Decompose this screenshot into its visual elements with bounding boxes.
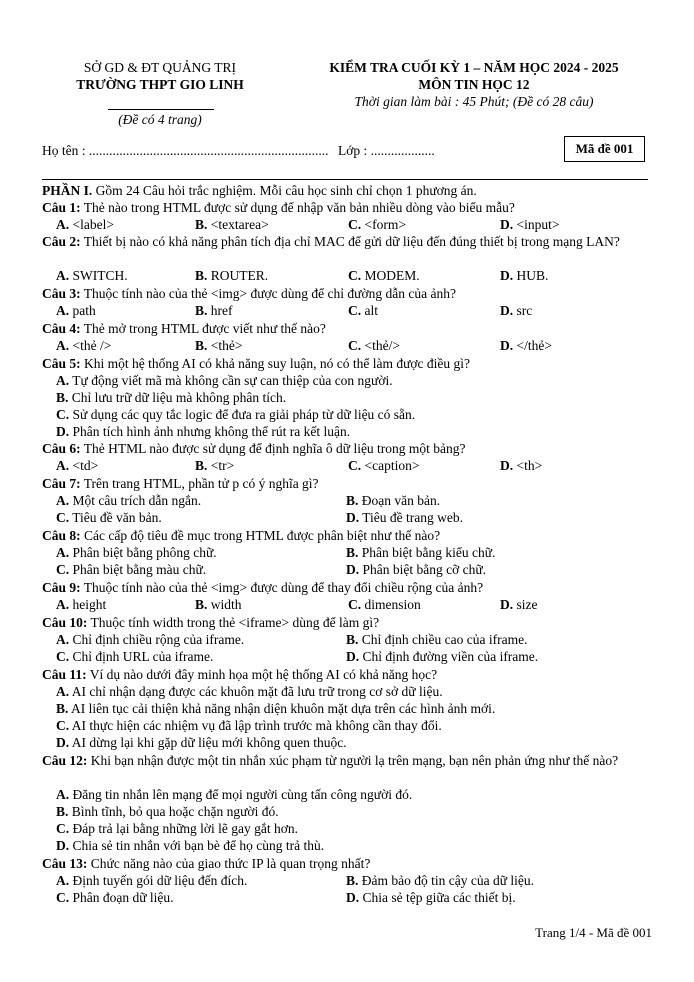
option-text: <form>	[361, 217, 406, 232]
option-letter: B.	[346, 632, 359, 647]
option-text: <td>	[69, 458, 99, 473]
question-13	[42, 856, 370, 872]
question-text: Thuộc tính width trong thẻ <iframe> dùng để làm gì?	[87, 615, 380, 630]
option-7c	[56, 510, 162, 526]
option-letter: B.	[56, 390, 69, 405]
option-8b	[346, 545, 495, 561]
option-letter: D.	[500, 338, 514, 353]
option-letter: D.	[56, 735, 70, 750]
option-letter: C.	[56, 718, 70, 733]
option-text: AI chỉ nhận dạng được các khuôn mặt đã lưu trữ trong cơ sở dữ liệu.	[69, 684, 443, 699]
question-text: Thuộc tính nào của thẻ <img> được dùng để chỉ đường dẫn của ảnh?	[80, 286, 456, 301]
option-text: Đảm bảo độ tin cậy của dữ liệu.	[358, 873, 535, 888]
part1-label: PHẦN I.	[42, 183, 93, 198]
option-1d	[500, 217, 559, 233]
option-text: Chia sẻ tệp giữa các thiết bị.	[359, 890, 516, 905]
name-field: Họ tên : .......................................................................	[42, 143, 329, 158]
option-text: Phân tích hình ảnh nhưng không thể rút ra kết luận.	[69, 424, 351, 439]
option-text: Phân đoạn dữ liệu.	[69, 890, 174, 905]
option-3a	[56, 303, 96, 319]
option-text: Tiêu đề văn bản.	[69, 510, 162, 525]
option-text: Bình tĩnh, bỏ qua hoặc chặn người đó.	[68, 804, 279, 819]
option-6c	[348, 458, 419, 474]
option-10b	[346, 632, 527, 648]
option-3c	[348, 303, 378, 319]
option-1c	[348, 217, 406, 233]
question-5	[42, 356, 470, 372]
question-text: Ví dụ nào dưới đây minh họa một hệ thống AI có khả năng học?	[86, 667, 438, 682]
option-text: Đáp trả lại bằng những lời lẽ gay gắt hơn.	[69, 821, 299, 836]
option-text: AI thực hiện các nhiệm vụ đã lập trình trước mà không cần thay đổi.	[69, 718, 442, 733]
option-text: Chỉ định URL của iframe.	[69, 649, 214, 664]
subject-title: MÔN TIN HỌC 12	[418, 77, 530, 92]
option-letter: B.	[56, 701, 69, 716]
option-letter: D.	[346, 649, 360, 664]
question-text: Chức năng nào của giao thức IP là quan trọng nhất?	[87, 856, 371, 871]
option-text: Phân biệt bằng cỡ chữ.	[359, 562, 487, 577]
option-5a	[56, 373, 393, 389]
option-text: href	[207, 303, 233, 318]
option-11c	[56, 718, 442, 734]
option-12b	[56, 804, 279, 820]
option-text: SWITCH.	[69, 268, 128, 283]
time-note: Thời gian làm bài : 45 Phút; (Đề có 28 câu)	[354, 94, 594, 109]
option-3d	[500, 303, 532, 319]
question-label: Câu 1:	[42, 200, 81, 215]
option-letter: B.	[195, 458, 208, 473]
option-letter: D.	[346, 562, 360, 577]
option-letter: C.	[56, 510, 70, 525]
option-text: Đoạn văn bản.	[358, 493, 441, 508]
question-6	[42, 441, 466, 457]
option-text: <thẻ />	[69, 338, 112, 353]
option-text: MODEM.	[361, 268, 420, 283]
option-text: </thẻ>	[513, 338, 552, 353]
option-text: Tiêu đề trang web.	[359, 510, 463, 525]
option-letter: B.	[346, 493, 359, 508]
option-letter: A.	[56, 303, 70, 318]
option-4c	[348, 338, 400, 354]
option-letter: A.	[56, 338, 70, 353]
option-letter: C.	[348, 303, 362, 318]
option-letter: C.	[348, 217, 362, 232]
option-12c	[56, 821, 298, 837]
option-letter: D.	[346, 510, 360, 525]
option-text: Chia sẻ tin nhắn với bạn bè để họ cùng trả thù.	[69, 838, 325, 853]
option-5d	[56, 424, 350, 440]
option-letter: A.	[56, 268, 70, 283]
option-letter: D.	[500, 268, 514, 283]
option-text: height	[69, 597, 107, 612]
option-letter: B.	[195, 303, 208, 318]
option-text: dimension	[361, 597, 421, 612]
question-label: Câu 8:	[42, 528, 81, 543]
option-7a	[56, 493, 201, 509]
option-text: alt	[361, 303, 378, 318]
question-text: Thẻ mở trong HTML được viết như thế nào?	[80, 321, 326, 336]
option-text: Một câu trích dẫn ngắn.	[69, 493, 202, 508]
option-4b	[195, 338, 243, 354]
option-letter: A.	[56, 545, 70, 560]
question-9	[42, 580, 483, 596]
option-letter: A.	[56, 458, 70, 473]
option-letter: C.	[56, 407, 70, 422]
question-2	[42, 234, 652, 250]
option-5b	[56, 390, 286, 406]
option-2b	[195, 268, 268, 284]
part1-heading	[42, 183, 477, 199]
option-letter: A.	[56, 787, 70, 802]
option-letter: B.	[195, 217, 208, 232]
option-6a	[56, 458, 98, 474]
question-text: Thẻ HTML nào được sử dụng để định nghĩa ô dữ liệu trong một bảng?	[80, 441, 466, 456]
option-text: <thẻ>	[207, 338, 243, 353]
option-letter: A.	[56, 684, 70, 699]
option-letter: C.	[348, 597, 362, 612]
option-letter: D.	[346, 890, 360, 905]
question-label: Câu 13:	[42, 856, 88, 871]
pages-note: (Đề có 4 trang)	[118, 112, 202, 127]
option-letter: A.	[56, 217, 70, 232]
question-3	[42, 286, 456, 302]
option-text: <input>	[513, 217, 560, 232]
option-text: <tr>	[207, 458, 235, 473]
option-text: width	[207, 597, 242, 612]
option-letter: C.	[56, 890, 70, 905]
option-text: path	[69, 303, 96, 318]
option-2a	[56, 268, 128, 284]
option-8a	[56, 545, 217, 561]
option-9b	[195, 597, 242, 613]
option-13d	[346, 890, 516, 906]
option-text: Sử dụng các quy tắc logic để đưa ra giải pháp từ dữ liệu có sẵn.	[69, 407, 416, 422]
option-11a	[56, 684, 443, 700]
class-field: Lớp : ...................	[338, 143, 435, 158]
option-text: Chỉ định chiều cao của iframe.	[358, 632, 528, 647]
option-letter: C.	[348, 268, 362, 283]
option-letter: D.	[56, 838, 70, 853]
question-1	[42, 200, 515, 216]
option-1b	[195, 217, 269, 233]
option-text: <thẻ/>	[361, 338, 400, 353]
school-name: TRƯỜNG THPT GIO LINH	[76, 77, 244, 92]
option-12d	[56, 838, 324, 854]
option-text: <caption>	[361, 458, 420, 473]
option-letter: C.	[348, 338, 362, 353]
option-9a	[56, 597, 106, 613]
option-10d	[346, 649, 538, 665]
option-10a	[56, 632, 244, 648]
option-letter: A.	[56, 597, 70, 612]
option-text: <label>	[69, 217, 114, 232]
option-letter: B.	[195, 338, 208, 353]
option-text: Đăng tin nhắn lên mạng để mọi người cùng tấn công người đó.	[69, 787, 413, 802]
option-letter: D.	[500, 458, 514, 473]
question-7	[42, 476, 319, 492]
question-4	[42, 321, 326, 337]
option-text: Phân biệt bằng phông chữ.	[69, 545, 217, 560]
question-8	[42, 528, 440, 544]
option-13a	[56, 873, 247, 889]
question-label: Câu 9:	[42, 580, 81, 595]
option-text: Chỉ định đường viền của iframe.	[359, 649, 539, 664]
option-4d	[500, 338, 552, 354]
option-letter: B.	[195, 268, 208, 283]
option-1a	[56, 217, 114, 233]
option-text: Chỉ định chiều rộng của iframe.	[69, 632, 245, 647]
question-label: Câu 2:	[42, 234, 81, 249]
option-11d	[56, 735, 347, 751]
question-label: Câu 3:	[42, 286, 81, 301]
question-label: Câu 10:	[42, 615, 88, 630]
option-10c	[56, 649, 213, 665]
option-9c	[348, 597, 421, 613]
option-7d	[346, 510, 463, 526]
option-text: AI liên tục cải thiện khả năng nhận diện khuôn mặt dựa trên các hình ảnh mới.	[68, 701, 496, 716]
option-letter: D.	[500, 303, 514, 318]
option-text: HUB.	[513, 268, 549, 283]
part1-text: Gồm 24 Câu hỏi trắc nghiệm. Mỗi câu học sinh chỉ chọn 1 phương án.	[92, 183, 477, 198]
dept-name: SỞ GD & ĐT QUẢNG TRỊ	[83, 60, 237, 75]
section-divider	[42, 179, 648, 180]
option-letter: A.	[56, 632, 70, 647]
question-text: Trên trang HTML, phần tử p có ý nghĩa gì?	[80, 476, 319, 491]
option-letter: C.	[56, 649, 70, 664]
option-letter: C.	[348, 458, 362, 473]
option-2d	[500, 268, 548, 284]
question-label: Câu 5:	[42, 356, 81, 371]
option-9d	[500, 597, 538, 613]
option-text: Phân biệt bằng kiểu chữ.	[358, 545, 496, 560]
option-letter: D.	[500, 217, 514, 232]
option-7b	[346, 493, 440, 509]
option-letter: A.	[56, 373, 70, 388]
option-text: Tự động viết mã mà không cần sự can thiệp của con người.	[69, 373, 393, 388]
option-letter: B.	[346, 545, 359, 560]
option-4a	[56, 338, 111, 354]
option-12a	[56, 787, 412, 803]
exam-title: KIỂM TRA CUỐI KỲ 1 – NĂM HỌC 2024 - 2025	[329, 60, 619, 75]
option-6d	[500, 458, 542, 474]
option-text: src	[513, 303, 533, 318]
question-label: Câu 7:	[42, 476, 81, 491]
option-letter: B.	[56, 804, 69, 819]
question-12	[42, 753, 652, 769]
question-text: Thuộc tính nào của thẻ <img> được dùng để thay đổi chiều rộng của ảnh?	[80, 580, 484, 595]
option-text: AI dừng lại khi gặp dữ liệu mới không quen thuộc.	[69, 735, 347, 750]
option-13c	[56, 890, 174, 906]
option-8c	[56, 562, 206, 578]
question-label: Câu 12:	[42, 753, 88, 768]
option-text: Định tuyến gói dữ liệu đến đích.	[69, 873, 248, 888]
option-8d	[346, 562, 486, 578]
option-text: size	[513, 597, 538, 612]
header-divider	[108, 109, 214, 110]
question-label: Câu 11:	[42, 667, 87, 682]
option-2c	[348, 268, 420, 284]
option-text: Chỉ lưu trữ dữ liệu mà không phân tích.	[68, 390, 287, 405]
option-13b	[346, 873, 534, 889]
option-5c	[56, 407, 415, 423]
page-footer: Trang 1/4 - Mã đề 001	[535, 925, 652, 940]
question-10	[42, 615, 379, 631]
option-letter: C.	[56, 562, 70, 577]
question-text: Khi bạn nhận được một tin nhắn xúc phạm từ người lạ trên mạng, bạn nên phản ứng như thế nào?	[87, 753, 619, 768]
option-letter: A.	[56, 873, 70, 888]
question-label: Câu 4:	[42, 321, 81, 336]
question-text: Các cấp độ tiêu đề mục trong HTML được phân biệt như thế nào?	[80, 528, 441, 543]
option-6b	[195, 458, 234, 474]
option-letter: D.	[500, 597, 514, 612]
option-text: ROUTER.	[207, 268, 269, 283]
option-text: <textarea>	[207, 217, 269, 232]
question-text: Thiết bị nào có khả năng phân tích địa chỉ MAC để gửi dữ liệu đến đúng thiết bị trong mạng LAN?	[80, 234, 620, 249]
option-letter: C.	[56, 821, 70, 836]
option-letter: B.	[195, 597, 208, 612]
option-letter: D.	[56, 424, 70, 439]
option-11b	[56, 701, 495, 717]
option-3b	[195, 303, 233, 319]
option-text: <th>	[513, 458, 543, 473]
option-letter: A.	[56, 493, 70, 508]
exam-code-box: Mã đề 001	[564, 136, 645, 162]
question-text: Khi một hệ thống AI có khả năng suy luận, nó có thể làm được điều gì?	[80, 356, 471, 371]
option-letter: B.	[346, 873, 359, 888]
question-11	[42, 667, 437, 683]
option-text: Phân biệt bằng màu chữ.	[69, 562, 207, 577]
question-label: Câu 6:	[42, 441, 81, 456]
question-text: Thẻ nào trong HTML được sử dụng để nhập văn bản nhiều dòng vào biểu mẫu?	[80, 200, 515, 215]
